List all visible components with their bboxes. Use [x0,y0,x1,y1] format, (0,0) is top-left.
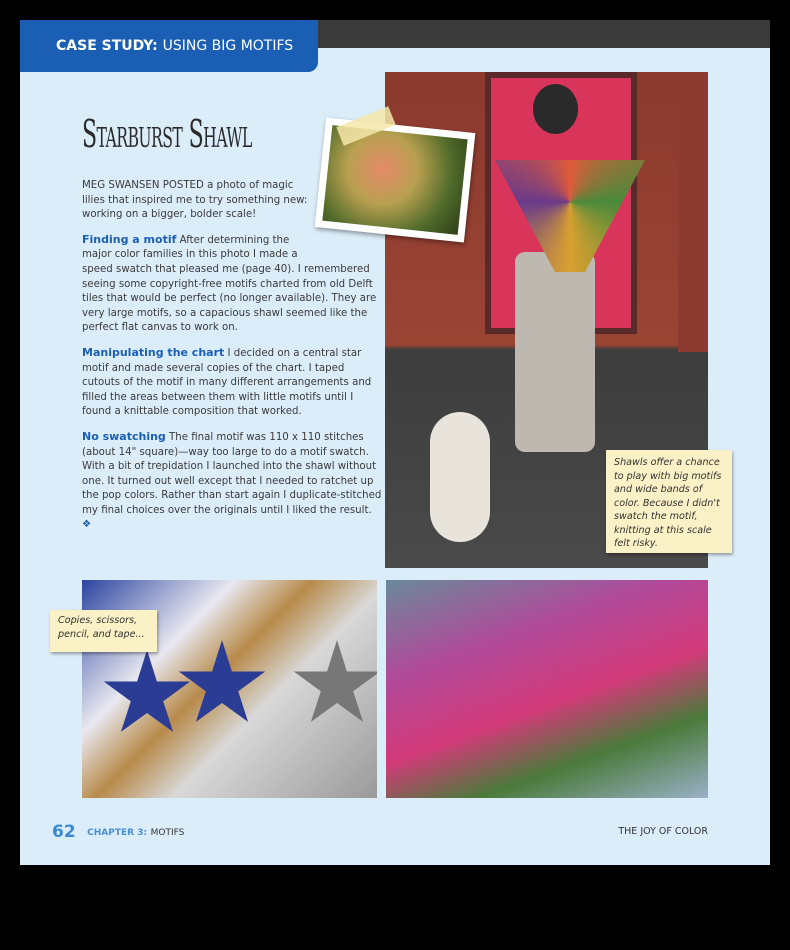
tiles-caption: Copies, scissors, pencil, and tape... [50,610,157,652]
footer-chapter [52,822,184,842]
person-head-image [533,84,578,134]
section-heading: Finding a motif [82,232,177,246]
dog-image [430,412,490,542]
header-band [318,20,770,48]
section-paragraph [82,346,382,420]
knitting-photo [386,580,708,798]
person-image [515,252,595,452]
book-title: THE JOY OF COLOR [618,826,708,837]
page-number: 62 [52,822,76,842]
case-study-topic: USING BIG MOTIFS [162,38,294,54]
section-paragraph [82,430,382,533]
star-motif-image [102,650,192,740]
end-mark-icon: ❖ [82,519,92,531]
intro-text: a photo of magic lilies that inspired me to try something new: working on a bigger, bolder scale! [82,180,308,221]
case-study-tab [20,20,318,72]
case-study-label: CASE STUDY: [56,38,158,54]
brick-wall-image [678,72,708,352]
section-text: The final motif was 110 x 110 stitches (about 14" square)—way too large to do a motif swatch. With a bit of trepidation I launched into the shawl without one. It turned out well except that I needed to ratchet up the pop colors. Rather than start again I duplicate-stitched my final choices over the originals until I liked the result. [82,431,382,516]
shawl-caption: Shawls offer a chance to play with big motifs and wide bands of color. Because I didn't swatch the motif, knitting at this scale felt risky. [606,450,732,553]
star-motif-image [292,640,377,730]
section-text: I decided on a central star motif and made several copies of the chart. I taped cutouts of the motif in many different arrangements and filled the areas between them with little motifs until I found a knittable composition that worked. [82,347,372,418]
section-heading: No swatching [82,429,166,443]
star-motif-image [177,640,267,730]
chapter-label: CHAPTER 3: [87,828,148,838]
section-text: After determining the major color families in this photo I made a speed swatch that pleased me (page 40). I remembered seeing some copyright-free motifs charted from old Delft tiles that would be perfect (no longer available). They are very large motifs, so a capacious shawl seemed like the perfect flat canvas to work on. [82,234,377,334]
book-page [20,20,770,865]
lilies-polaroid-photo [315,117,476,242]
section-heading: Manipulating the chart [82,345,225,359]
article-body [82,179,382,543]
intro-lead: MEG SWANSEN POSTED [82,180,204,191]
chapter-name: MOTIFS [150,828,185,838]
page-title: Starburst Shawl [82,112,252,156]
